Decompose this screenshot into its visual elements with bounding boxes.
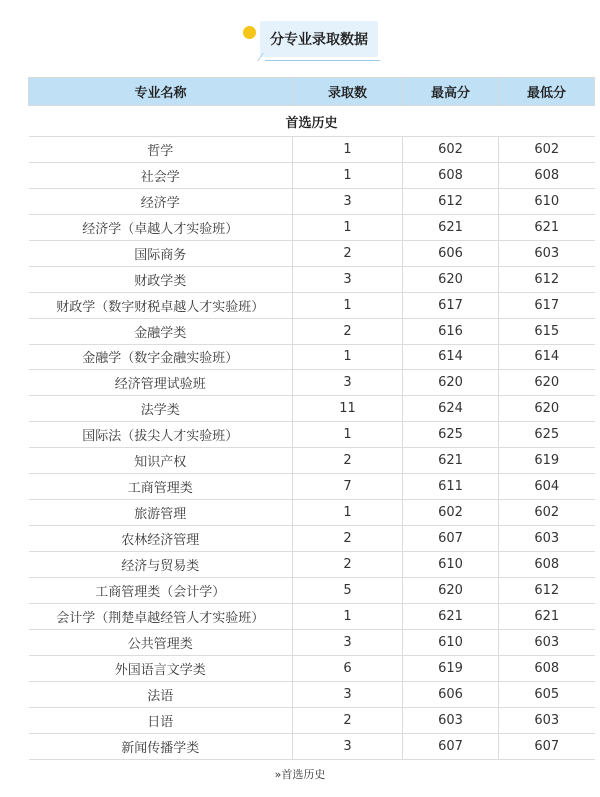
cell-min-score: 608 bbox=[499, 552, 595, 578]
cell-min-score: 603 bbox=[499, 707, 595, 733]
cell-max-score: 625 bbox=[403, 422, 499, 448]
cell-count: 1 bbox=[293, 292, 403, 318]
table-row bbox=[29, 655, 595, 681]
header-max-score: 最高分 bbox=[403, 78, 499, 106]
cell-major: 会计学（荆楚卓越经管人才实验班） bbox=[29, 603, 293, 629]
cell-max-score: 614 bbox=[403, 344, 499, 370]
cell-count: 3 bbox=[293, 733, 403, 759]
cell-count: 2 bbox=[293, 552, 403, 578]
cell-count: 1 bbox=[293, 603, 403, 629]
title-underline bbox=[265, 60, 380, 61]
cell-count: 1 bbox=[293, 500, 403, 526]
table-row bbox=[29, 214, 595, 240]
cell-count: 5 bbox=[293, 577, 403, 603]
cell-min-score: 612 bbox=[499, 266, 595, 292]
cell-max-score: 620 bbox=[403, 266, 499, 292]
cell-count: 2 bbox=[293, 526, 403, 552]
header-count: 录取数 bbox=[293, 78, 403, 106]
page-title: 分专业录取数据 bbox=[260, 21, 378, 57]
cell-max-score: 616 bbox=[403, 318, 499, 344]
cell-major: 知识产权 bbox=[29, 448, 293, 474]
cell-min-score: 608 bbox=[499, 162, 595, 188]
cell-count: 3 bbox=[293, 266, 403, 292]
cell-major: 农林经济管理 bbox=[29, 526, 293, 552]
cell-max-score: 610 bbox=[403, 552, 499, 578]
cell-major: 金融学类 bbox=[29, 318, 293, 344]
cell-count: 1 bbox=[293, 137, 403, 163]
table-row bbox=[29, 422, 595, 448]
cell-max-score: 621 bbox=[403, 214, 499, 240]
cell-min-score: 610 bbox=[499, 188, 595, 214]
cell-min-score: 607 bbox=[499, 733, 595, 759]
cell-min-score: 621 bbox=[499, 603, 595, 629]
table-row bbox=[29, 137, 595, 163]
cell-min-score: 625 bbox=[499, 422, 595, 448]
cell-major: 金融学（数字金融实验班） bbox=[29, 344, 293, 370]
cell-max-score: 602 bbox=[403, 137, 499, 163]
cell-min-score: 612 bbox=[499, 577, 595, 603]
table-row bbox=[29, 707, 595, 733]
cell-min-score: 617 bbox=[499, 292, 595, 318]
table-row bbox=[29, 603, 595, 629]
cell-count: 3 bbox=[293, 681, 403, 707]
cell-max-score: 603 bbox=[403, 707, 499, 733]
header-major: 专业名称 bbox=[29, 78, 293, 106]
cell-major: 经济学（卓越人才实验班） bbox=[29, 214, 293, 240]
cell-major: 外国语言文学类 bbox=[29, 655, 293, 681]
cell-major: 法学类 bbox=[29, 396, 293, 422]
table-row bbox=[29, 629, 595, 655]
cell-major: 工商管理类（会计学） bbox=[29, 577, 293, 603]
cell-max-score: 610 bbox=[403, 629, 499, 655]
table-row bbox=[29, 500, 595, 526]
cell-min-score: 605 bbox=[499, 681, 595, 707]
table-row bbox=[29, 396, 595, 422]
cell-max-score: 602 bbox=[403, 500, 499, 526]
cell-max-score: 624 bbox=[403, 396, 499, 422]
table-row bbox=[29, 552, 595, 578]
cell-min-score: 615 bbox=[499, 318, 595, 344]
table-header-row bbox=[29, 78, 595, 106]
table-row bbox=[29, 318, 595, 344]
cell-min-score: 602 bbox=[499, 137, 595, 163]
cell-major: 工商管理类 bbox=[29, 474, 293, 500]
cell-max-score: 607 bbox=[403, 733, 499, 759]
table-row bbox=[29, 526, 595, 552]
table-row bbox=[29, 577, 595, 603]
cell-max-score: 608 bbox=[403, 162, 499, 188]
cell-major: 法语 bbox=[29, 681, 293, 707]
header-min-score: 最低分 bbox=[499, 78, 595, 106]
cell-min-score: 614 bbox=[499, 344, 595, 370]
cell-min-score: 603 bbox=[499, 629, 595, 655]
cell-count: 1 bbox=[293, 162, 403, 188]
cell-major: 财政学（数字财税卓越人才实验班） bbox=[29, 292, 293, 318]
section-title bbox=[243, 20, 388, 70]
cell-min-score: 602 bbox=[499, 500, 595, 526]
cell-major: 旅游管理 bbox=[29, 500, 293, 526]
table-row bbox=[29, 681, 595, 707]
group-row bbox=[29, 106, 595, 137]
cell-min-score: 603 bbox=[499, 240, 595, 266]
cell-max-score: 607 bbox=[403, 526, 499, 552]
cell-major: 财政学类 bbox=[29, 266, 293, 292]
cell-max-score: 620 bbox=[403, 370, 499, 396]
cell-count: 6 bbox=[293, 655, 403, 681]
yellow-dot-icon bbox=[243, 26, 256, 39]
cell-count: 7 bbox=[293, 474, 403, 500]
cell-max-score: 606 bbox=[403, 681, 499, 707]
cell-major: 国际法（拔尖人才实验班） bbox=[29, 422, 293, 448]
table-row bbox=[29, 733, 595, 759]
cell-major: 经济与贸易类 bbox=[29, 552, 293, 578]
cell-max-score: 611 bbox=[403, 474, 499, 500]
cell-count: 11 bbox=[293, 396, 403, 422]
cell-min-score: 608 bbox=[499, 655, 595, 681]
cell-min-score: 619 bbox=[499, 448, 595, 474]
cell-count: 1 bbox=[293, 344, 403, 370]
admission-table bbox=[28, 77, 595, 760]
cell-count: 3 bbox=[293, 370, 403, 396]
cell-major: 日语 bbox=[29, 707, 293, 733]
cell-count: 2 bbox=[293, 707, 403, 733]
cell-major: 公共管理类 bbox=[29, 629, 293, 655]
cell-min-score: 621 bbox=[499, 214, 595, 240]
table-row bbox=[29, 474, 595, 500]
group-label: 首选历史 bbox=[29, 106, 595, 137]
cell-major: 哲学 bbox=[29, 137, 293, 163]
cell-major: 新闻传播学类 bbox=[29, 733, 293, 759]
cell-max-score: 620 bbox=[403, 577, 499, 603]
cell-min-score: 620 bbox=[499, 370, 595, 396]
cell-max-score: 617 bbox=[403, 292, 499, 318]
table-row bbox=[29, 344, 595, 370]
cell-count: 1 bbox=[293, 214, 403, 240]
table-row bbox=[29, 240, 595, 266]
cell-min-score: 620 bbox=[499, 396, 595, 422]
table-row bbox=[29, 188, 595, 214]
cell-major: 社会学 bbox=[29, 162, 293, 188]
cell-major: 经济管理试验班 bbox=[29, 370, 293, 396]
table-row bbox=[29, 162, 595, 188]
cell-max-score: 606 bbox=[403, 240, 499, 266]
cell-min-score: 603 bbox=[499, 526, 595, 552]
cell-max-score: 619 bbox=[403, 655, 499, 681]
footer-link[interactable]: »首选历史 bbox=[274, 768, 326, 781]
cell-count: 2 bbox=[293, 318, 403, 344]
cell-max-score: 621 bbox=[403, 603, 499, 629]
cell-count: 3 bbox=[293, 629, 403, 655]
table-row bbox=[29, 266, 595, 292]
table-row bbox=[29, 292, 595, 318]
cell-major: 经济学 bbox=[29, 188, 293, 214]
table-row bbox=[29, 370, 595, 396]
cell-count: 2 bbox=[293, 240, 403, 266]
cell-min-score: 604 bbox=[499, 474, 595, 500]
cell-count: 2 bbox=[293, 448, 403, 474]
cell-max-score: 621 bbox=[403, 448, 499, 474]
table-row bbox=[29, 448, 595, 474]
cell-max-score: 612 bbox=[403, 188, 499, 214]
cell-count: 1 bbox=[293, 422, 403, 448]
cell-count: 3 bbox=[293, 188, 403, 214]
cell-major: 国际商务 bbox=[29, 240, 293, 266]
